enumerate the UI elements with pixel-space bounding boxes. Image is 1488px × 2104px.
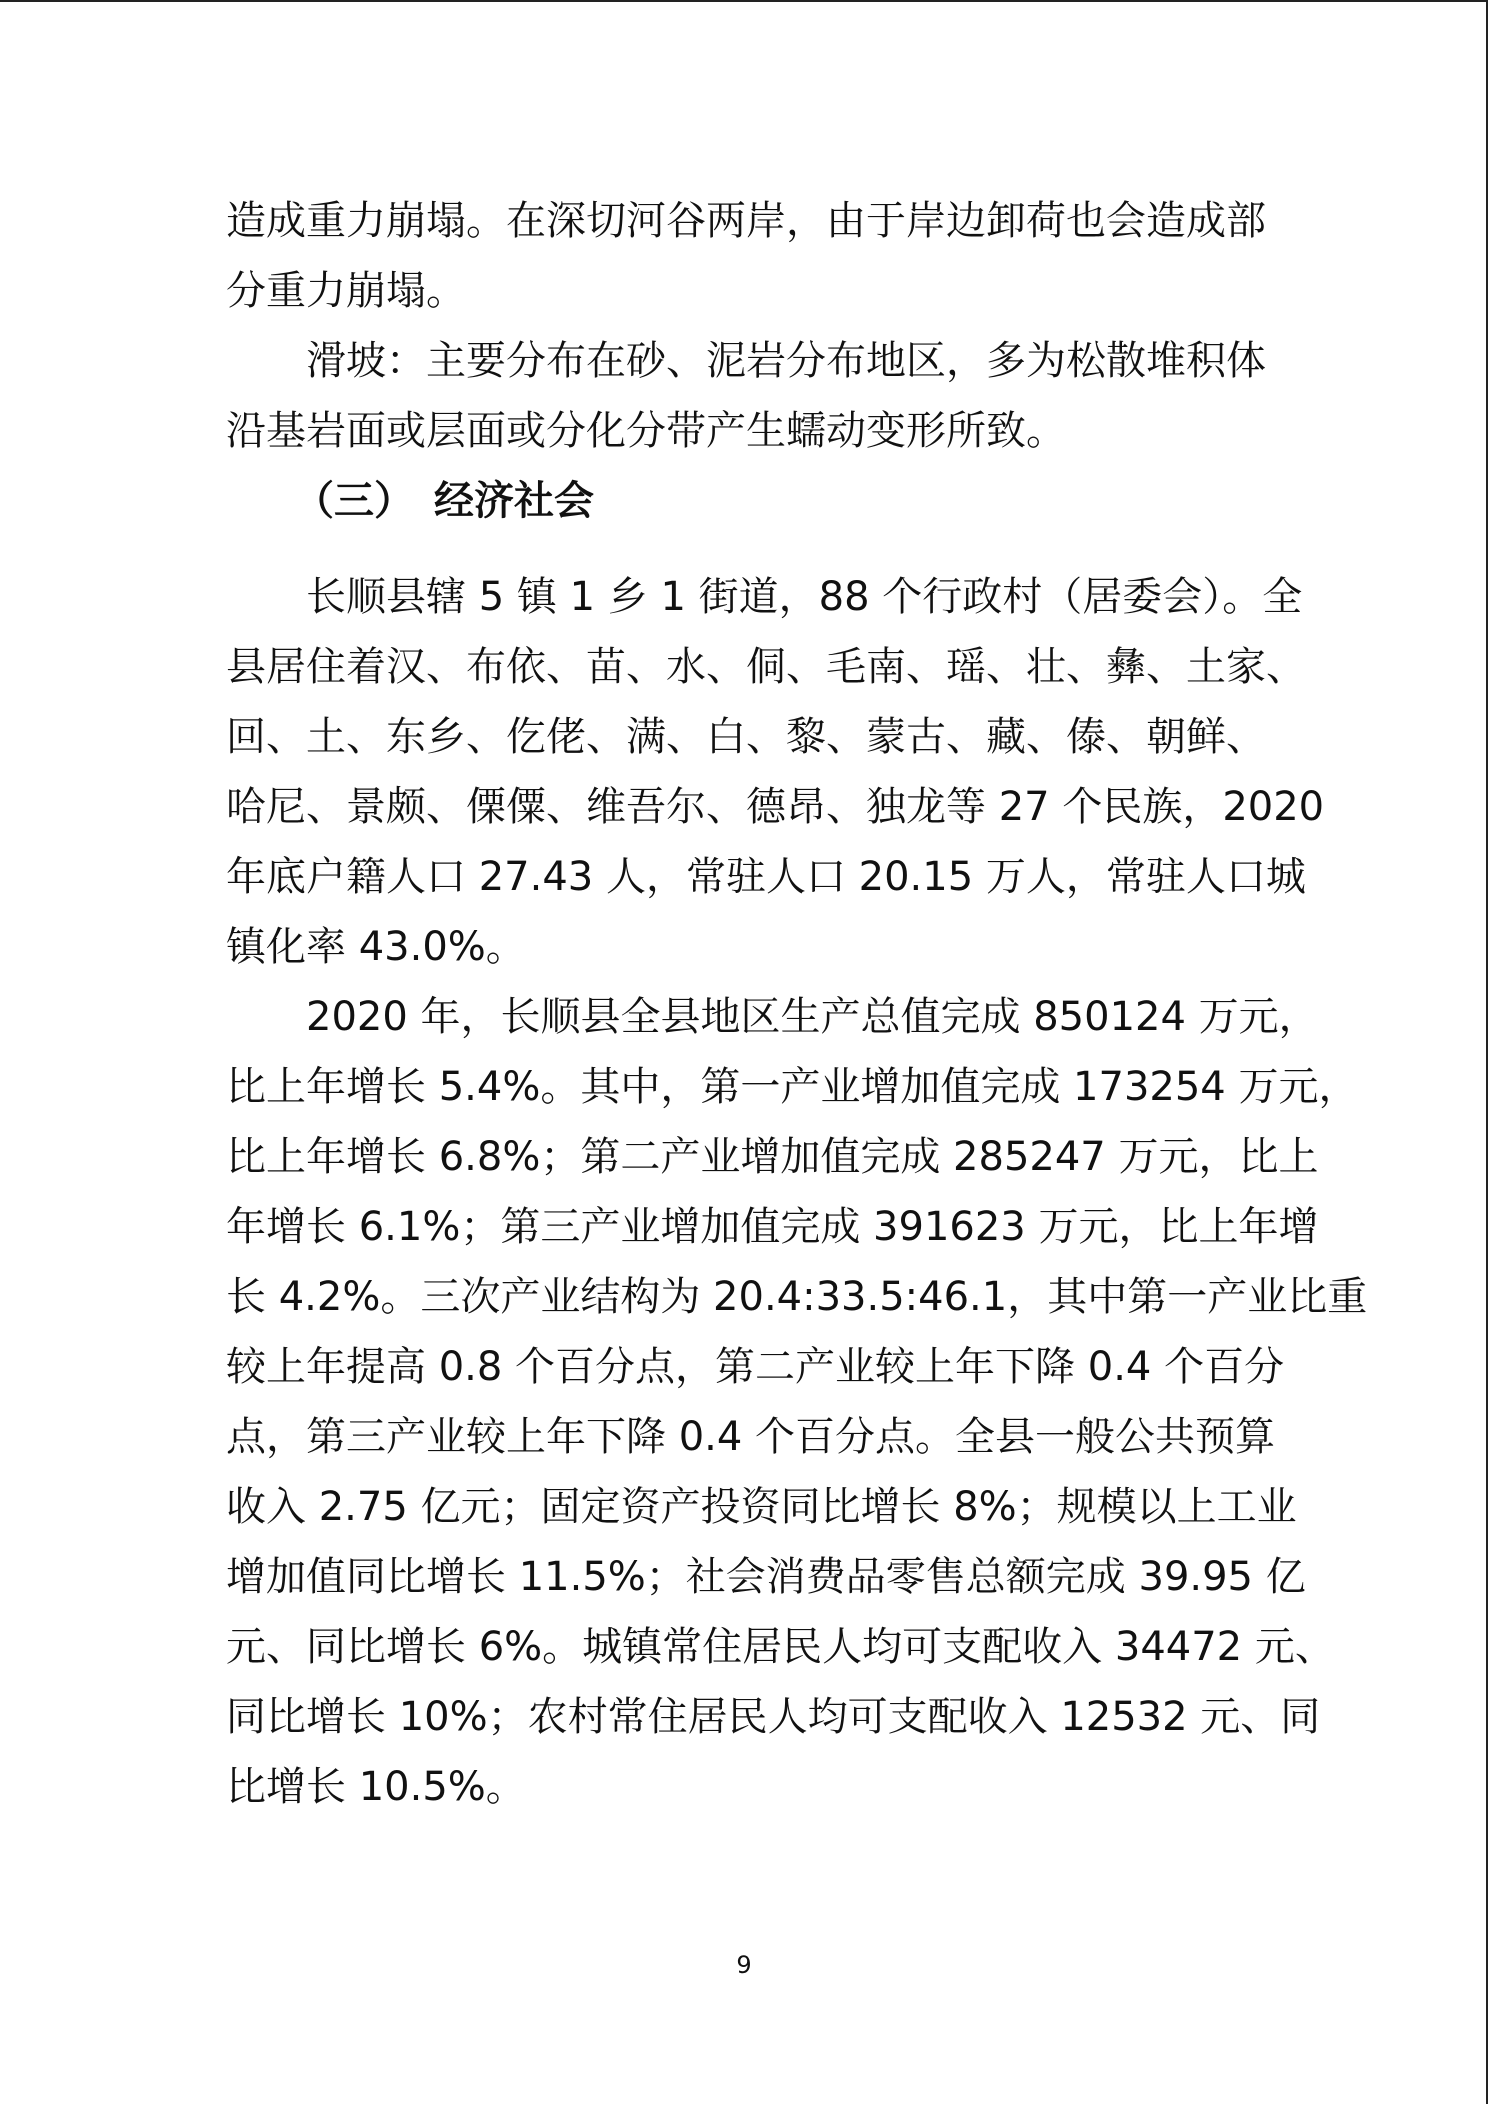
text-line: 县居住着汉、布依、苗、水、侗、毛南、瑶、壮、彝、土家、	[226, 644, 1306, 690]
section-heading	[226, 466, 1262, 536]
text-line: 长顺县辖 5 镇 1 乡 1 街道，88 个行政村（居委会）。全	[306, 574, 1303, 620]
page-top-border	[0, 0, 1488, 2]
text-line: 沿基岩面或层面或分化分带产生蠕动变形所致。	[226, 408, 1066, 454]
text-line: 比上年增长 6.8%；第二产业增加值完成 285247 万元，比上	[226, 1134, 1319, 1180]
text-line: 元、同比增长 6%。城镇常住居民人均可支配收入 34472 元、	[226, 1624, 1335, 1670]
text-line: 滑坡：主要分布在砂、泥岩分布地区，多为松散堆积体	[306, 338, 1266, 384]
paragraph-administrative	[226, 562, 1325, 982]
text-line: 较上年提高 0.8 个百分点，第二产业较上年下降 0.4 个百分	[226, 1344, 1285, 1390]
section-number: （三）	[294, 478, 414, 524]
paragraph-economy	[226, 982, 1368, 1822]
page-number: 9	[736, 1951, 752, 1979]
section-title: 经济社会	[434, 478, 594, 524]
text-line: 比增长 10.5%。	[226, 1764, 526, 1810]
text-line: 同比增长 10%；农村常住居民人均可支配收入 12532 元、同	[226, 1694, 1321, 1740]
text-line: 镇化率 43.0%。	[226, 924, 526, 970]
text-line: 长 4.2%。三次产业结构为 20.4:33.5:46.1，其中第一产业比重	[226, 1274, 1368, 1320]
document-body	[226, 186, 1368, 1822]
paragraph-collapse-continued	[226, 186, 1266, 326]
text-line: 点，第三产业较上年下降 0.4 个百分点。全县一般公共预算	[226, 1414, 1276, 1460]
text-line: 收入 2.75 亿元；固定资产投资同比增长 8%；规模以上工业	[226, 1484, 1297, 1530]
text-line: 回、土、东乡、仡佬、满、白、黎、蒙古、藏、傣、朝鲜、	[226, 714, 1266, 760]
text-line: 增加值同比增长 11.5%；社会消费品零售总额完成 39.95 亿	[226, 1554, 1306, 1600]
text-line: 哈尼、景颇、傈僳、维吾尔、德昂、独龙等 27 个民族，2020	[226, 784, 1325, 830]
paragraph-landslide	[226, 326, 1266, 466]
text-line: 比上年增长 5.4%。其中，第一产业增加值完成 173254 万元，	[226, 1064, 1359, 1110]
text-line: 年增长 6.1%；第三产业增加值完成 391623 万元，比上年增	[226, 1204, 1319, 1250]
text-line: 2020 年，长顺县全县地区生产总值完成 850124 万元，	[306, 994, 1319, 1040]
text-line: 造成重力崩塌。在深切河谷两岸，由于岸边卸荷也会造成部	[226, 198, 1266, 244]
text-line: 分重力崩塌。	[226, 268, 466, 314]
text-line: 年底户籍人口 27.43 人，常驻人口 20.15 万人，常驻人口城	[226, 854, 1306, 900]
